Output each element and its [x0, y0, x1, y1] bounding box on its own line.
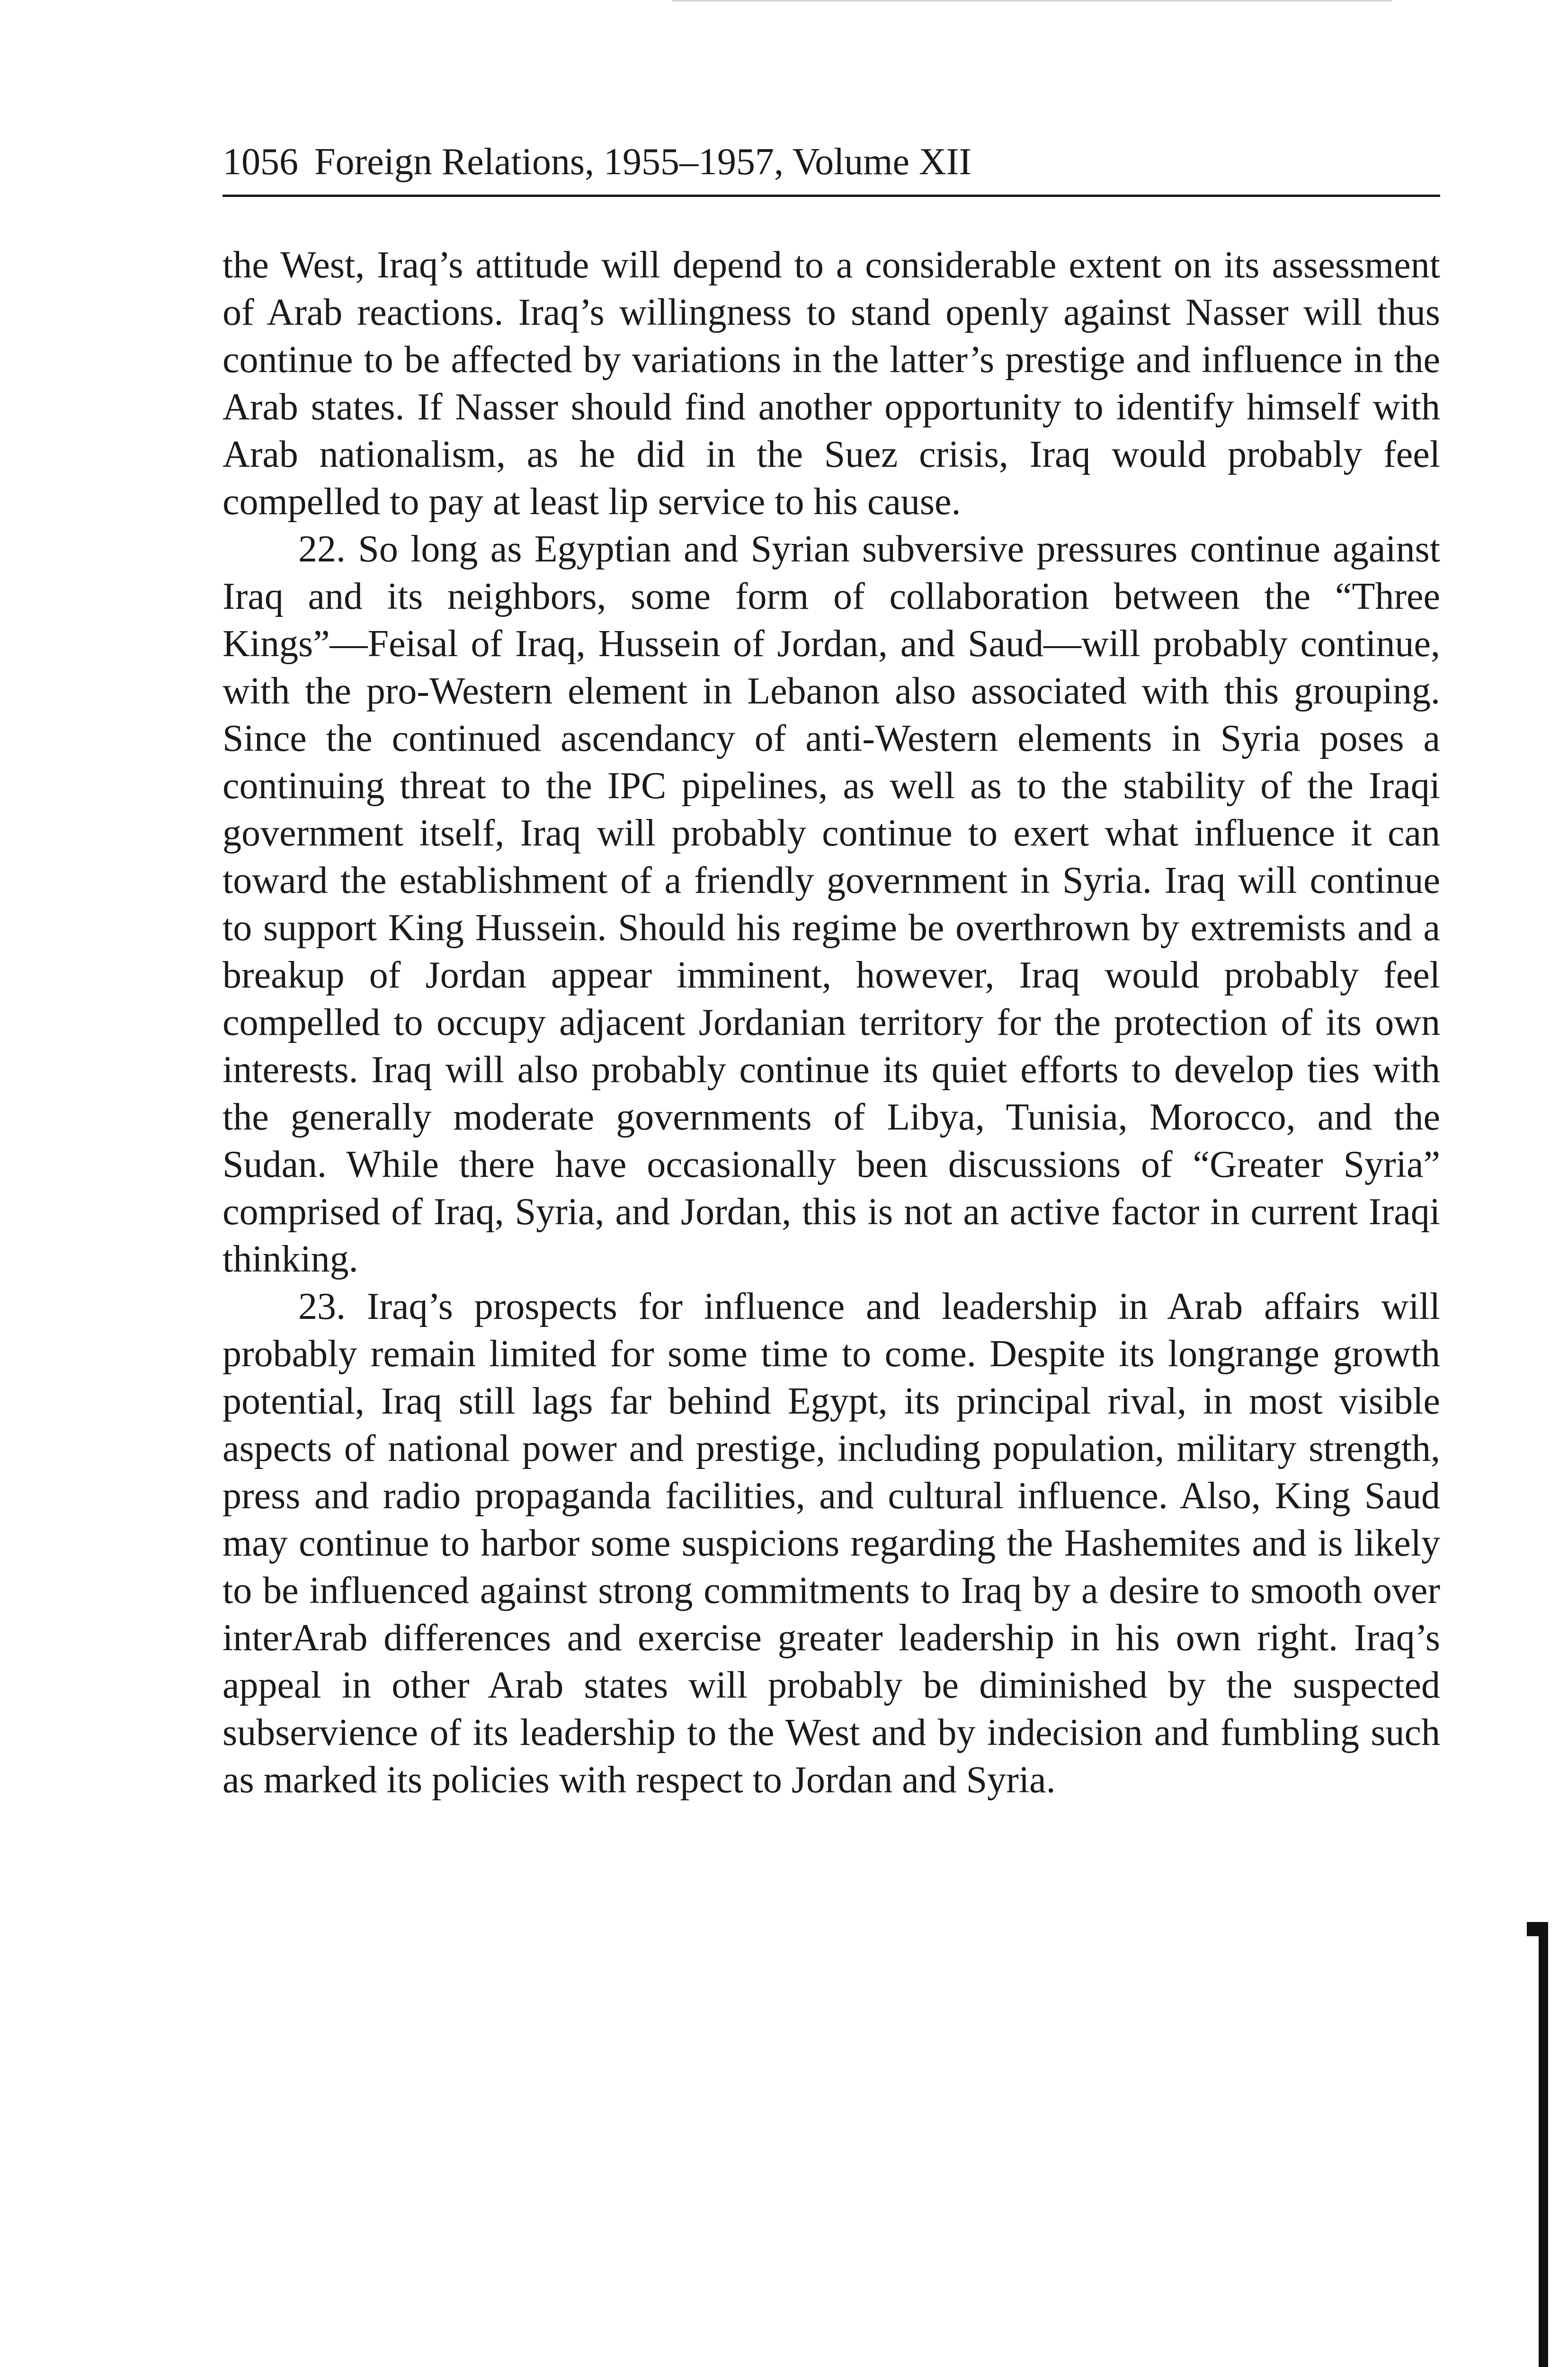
page-number: 1056	[223, 141, 298, 183]
scan-edge-bar	[1539, 1931, 1548, 2367]
book-title: Foreign Relations, 1955–1957, Volume XII	[314, 141, 972, 183]
running-head	[223, 138, 1440, 197]
paragraph-23: 23. Iraq’s prospects for influence and leadership in Arab affairs will probably remain limited for some time to come. Despite its longrange growth potential, Iraq still lags far behind Egypt, its principal rival, in most visible aspects of national power and prestige, including population, military strength, press and radio propaganda facilities, and cultural influence. Also, King Saud may continue to harbor some suspicions regarding the Hashemites and is likely to be influenced against strong commitments to Iraq by a desire to smooth over interArab differences and exercise greater leadership in his own right. Iraq’s appeal in other Arab states will probably be diminished by the suspected subservience of its leadership to the West and by indecision and fumbling such as marked its policies with respect to Jordan and Syria.	[223, 1286, 1440, 1801]
paragraph-continuation: the West, Iraq’s attitude will depend to a considerable extent on its assessment of Arab reactions. Iraq’s willingness to stand openly against Nasser will thus continue to be affected by variations in the latter’s prestige and influence in the Arab states. If Nasser should find another opportunity to identify himself with Arab nationalism, as he did in the Suez crisis, Iraq would probably feel compelled to pay at least lip service to his cause.	[223, 244, 1440, 523]
scan-edge-line	[672, 0, 1392, 1]
body-text	[223, 241, 1440, 1804]
paragraph-22: 22. So long as Egyptian and Syrian subversive pressures continue against Iraq and its neighbors, some form of collaboration between the “Three Kings”—Feisal of Iraq, Hussein of Jordan, and Saud—will probably continue, with the pro-Western element in Lebanon also associated with this grouping. Since the continued ascendancy of anti-Western elements in Syria poses a continuing threat to the IPC pipelines, as well as to the stability of the Iraqi government itself, Iraq will probably continue to exert what influence it can toward the establishment of a friendly government in Syria. Iraq will continue to support King Hussein. Should his regime be overthrown by extremists and a breakup of Jordan appear imminent, however, Iraq would probably feel compelled to occupy adjacent Jordanian territory for the protection of its own interests. Iraq will also probably continue its quiet efforts to develop ties with the generally moderate governments of Libya, Tunisia, Morocco, and the Sudan. While there have occasionally been discussions of “Greater Syria” comprised of Iraq, Syria, and Jordan, this is not an active factor in current Iraqi thinking.	[223, 528, 1440, 1280]
